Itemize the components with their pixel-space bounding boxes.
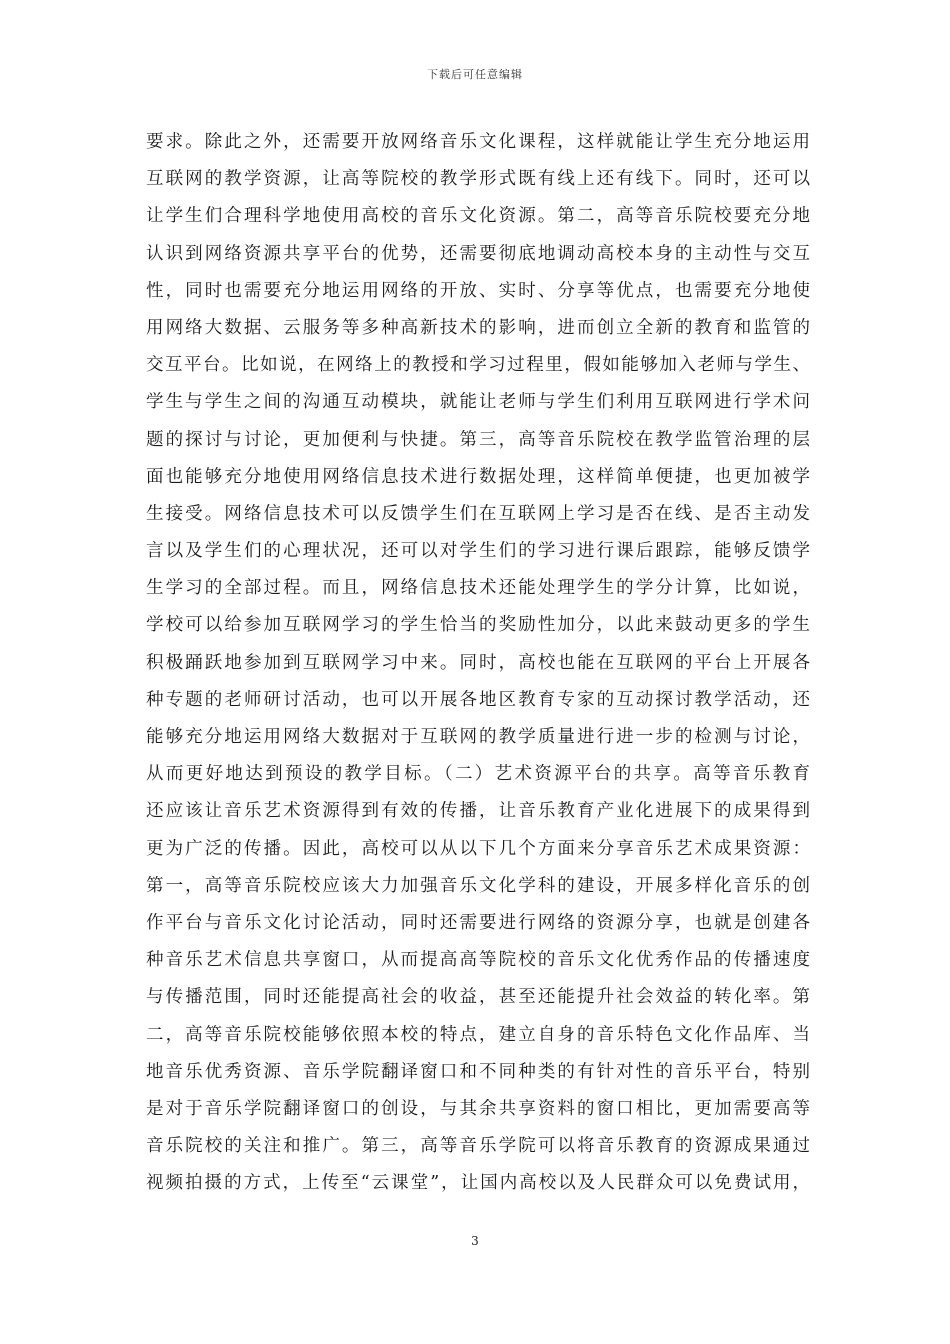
text-line: 第一，高等音乐院校应该大力加强音乐文化学科的建设，开展多样化音乐的创 — [146, 875, 810, 896]
text-line: 学生与学生之间的沟通互动模块，就能让老师与学生们利用互联网进行学术问 — [146, 392, 810, 413]
text-line: 种音乐艺术信息共享窗口，从而提高高等院校的音乐文化优秀作品的传播速度 — [146, 950, 810, 971]
text-line: 二，高等音乐院校能够依照本校的特点，建立自身的音乐特色文化作品库、当 — [146, 1024, 810, 1045]
body-text — [146, 124, 810, 1202]
text-line: 性，同时也需要充分地运用网络的开放、实时、分享等优点，也需要充分地使 — [146, 280, 810, 301]
text-line: 是对于音乐学院翻译窗口的创设，与其余共享资料的窗口相比，更加需要高等 — [146, 1098, 810, 1119]
text-line: 互联网的教学资源，让高等院校的教学形式既有线上还有线下。同时，还可以 — [146, 169, 810, 190]
text-line: 能够充分地运用网络大数据对于互联网的教学质量进行进一步的检测与讨论， — [146, 727, 810, 747]
text-line: 生学习的全部过程。而且，网络信息技术还能处理学生的学分计算，比如说， — [146, 578, 810, 599]
text-line: 让学生们合理科学地使用高校的音乐文化资源。第二，高等音乐院校要充分地 — [146, 206, 810, 227]
text-line: 面也能够充分地使用网络信息技术进行数据处理，这样简单便捷，也更加被学 — [146, 466, 810, 487]
text-line: 交互平台。比如说，在网络上的教授和学习过程里，假如能够加入老师与学生、 — [146, 355, 810, 376]
text-line: 作平台与音乐文化讨论活动，同时还需要进行网络的资源分享，也就是创建各 — [146, 912, 810, 933]
text-line: 积极踊跃地参加到互联网学习中来。同时，高校也能在互联网的平台上开展各 — [146, 652, 810, 673]
text-line: 生接受。网络信息技术可以反馈学生们在互联网上学习是否在线、是否主动发 — [146, 503, 810, 524]
text-line: 更为广泛的传播。因此，高校可以从以下几个方面来分享音乐艺术成果资源： — [146, 838, 810, 859]
page-header: 下载后可任意编辑 — [427, 68, 523, 81]
text-line: 要求。除此之外，还需要开放网络音乐文化课程，这样就能让学生充分地运用 — [146, 132, 810, 152]
page-number: 3 — [471, 1234, 479, 1248]
text-line: 认识到网络资源共享平台的优势，还需要彻底地调动高校本身的主动性与交互 — [146, 243, 810, 264]
text-line: 还应该让音乐艺术资源得到有效的传播，让音乐教育产业化进展下的成果得到 — [146, 801, 810, 822]
text-line: 言以及学生们的心理状况，还可以对学生们的学习进行课后跟踪，能够反馈学 — [146, 541, 810, 562]
text-line: 从而更好地达到预设的教学目标。（二）艺术资源平台的共享。高等音乐教育 — [146, 764, 810, 785]
text-line: 地音乐优秀资源、音乐学院翻译窗口和不同种类的有针对性的音乐平台，特别 — [146, 1061, 810, 1082]
text-line: 与传播范围，同时还能提高社会的收益，甚至还能提升社会效益的转化率。第 — [146, 987, 810, 1008]
text-line: 音乐院校的关注和推广。第三，高等音乐学院可以将音乐教育的资源成果通过 — [146, 1136, 810, 1157]
text-line: 学校可以给参加互联网学习的学生恰当的奖励性加分，以此来鼓动更多的学生 — [146, 615, 810, 636]
text-line: 用网络大数据、云服务等多种高新技术的影响，进而创立全新的教育和监管的 — [146, 317, 810, 338]
text-line: 种专题的老师研讨活动，也可以开展各地区教育专家的互动探讨教学活动，还 — [146, 689, 810, 710]
text-line: 视频拍摄的方式，上传至“云课堂”，让国内高校以及人民群众可以免费试用， — [146, 1173, 810, 1194]
text-line: 题的探讨与讨论，更加便利与快捷。第三，高等音乐院校在教学监管治理的层 — [146, 429, 810, 450]
